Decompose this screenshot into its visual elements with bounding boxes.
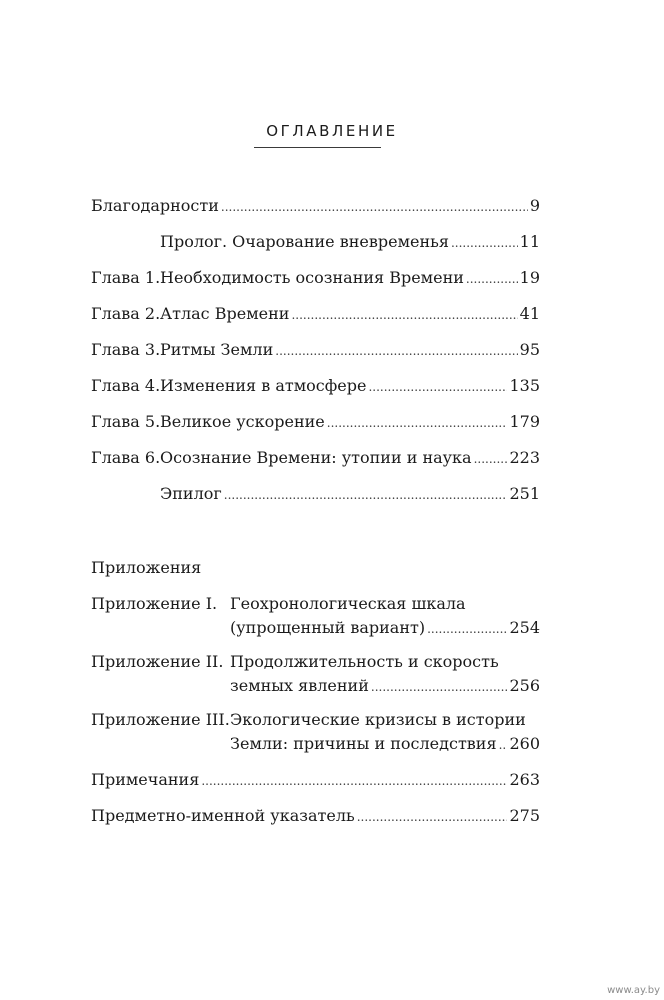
toc-entry-epilogue	[91, 482, 540, 507]
toc-entry-index	[91, 804, 540, 829]
toc-entry-title: Пролог. Очарование вневременья	[160, 232, 449, 251]
toc-entry-title: Великое ускорение	[160, 412, 325, 431]
dot-leader	[201, 768, 507, 793]
toc-entry-title: Предметно-именной указатель	[91, 806, 355, 825]
toc-appendix-3	[91, 708, 540, 757]
appendix-title-line2: (упрощенный вариант)	[230, 618, 426, 637]
page-title: ОГЛАВЛЕНИЕ	[266, 122, 398, 140]
dot-leader	[221, 194, 528, 219]
toc-entry-chapter-1	[91, 266, 540, 291]
dot-leader	[291, 302, 517, 327]
toc-entry-page: 179	[509, 412, 540, 431]
appendix-label: Приложение I.	[91, 594, 218, 613]
dot-leader	[474, 446, 508, 471]
toc-entry-page: 11	[519, 232, 540, 251]
dot-leader	[357, 804, 508, 829]
dot-leader	[224, 482, 508, 507]
dot-leader	[327, 410, 508, 435]
toc-entry-page: 251	[509, 484, 540, 503]
toc-entry-title: Изменения в атмосфере	[160, 376, 367, 395]
toc-entry-title: Осознание Времени: утопии и наука	[160, 448, 472, 467]
chapter-label: Глава 2.	[91, 304, 161, 323]
toc-entry-chapter-5	[91, 410, 540, 435]
toc-entry-acknowledgements	[91, 194, 540, 219]
chapter-label: Глава 3.	[91, 340, 161, 359]
toc-appendix-1	[91, 592, 540, 641]
appendix-label: Приложение II.	[91, 652, 224, 671]
dot-leader	[499, 732, 508, 757]
dot-leader	[275, 338, 517, 363]
dot-leader	[368, 374, 507, 399]
appendix-title-line1: Продолжительность и скорость	[230, 652, 499, 671]
toc-entry-page: 95	[519, 340, 540, 359]
appendix-title-line1: Экологические кризисы в истории	[230, 710, 526, 729]
toc-entry-page: 256	[509, 676, 540, 695]
chapter-label: Глава 5.	[91, 412, 161, 431]
toc-entry-title: Эпилог	[160, 484, 222, 503]
appendix-title-line1: Геохронологическая шкала	[230, 594, 466, 613]
chapter-label: Глава 1.	[91, 268, 161, 287]
toc-entry-chapter-6	[91, 446, 540, 471]
toc-appendix-2	[91, 650, 540, 699]
toc-entry-page: 260	[509, 734, 540, 753]
toc-entry-chapter-3	[91, 338, 540, 363]
toc-entry-prologue	[91, 230, 540, 255]
toc-entry-page: 223	[509, 448, 540, 467]
title-underline	[254, 147, 381, 148]
appendix-title-line2: земных явлений	[230, 676, 369, 695]
toc-entry-page: 9	[529, 196, 540, 215]
dot-leader	[451, 230, 518, 255]
toc-entry-title: Необходимость осознания Времени	[160, 268, 464, 287]
chapter-label: Глава 6.	[91, 448, 161, 467]
toc-entry-page: 275	[509, 806, 540, 825]
toc-entry-page: 19	[519, 268, 540, 287]
toc-entry-page: 41	[519, 304, 540, 323]
dot-leader	[427, 616, 507, 641]
toc-entry-title: Благодарности	[91, 196, 219, 215]
toc-entry-page: 263	[509, 770, 540, 789]
toc-entry-chapter-2	[91, 302, 540, 327]
toc-entry-notes	[91, 768, 540, 793]
toc-entry-page: 254	[509, 618, 540, 637]
appendix-label: Приложение III.	[91, 710, 230, 729]
toc-entry-title: Примечания	[91, 770, 200, 789]
toc-entry-page: 135	[509, 376, 540, 395]
toc-entry-title: Ритмы Земли	[160, 340, 274, 359]
toc-entry-chapter-4	[91, 374, 540, 399]
appendix-heading: Приложения	[91, 558, 202, 577]
appendix-title-line2: Земли: причины и последствия	[230, 734, 497, 753]
chapter-label: Глава 4.	[91, 376, 161, 395]
dot-leader	[466, 266, 518, 291]
watermark: www.ay.by	[607, 985, 660, 996]
toc-entry-title: Атлас Времени	[160, 304, 290, 323]
dot-leader	[371, 674, 508, 699]
